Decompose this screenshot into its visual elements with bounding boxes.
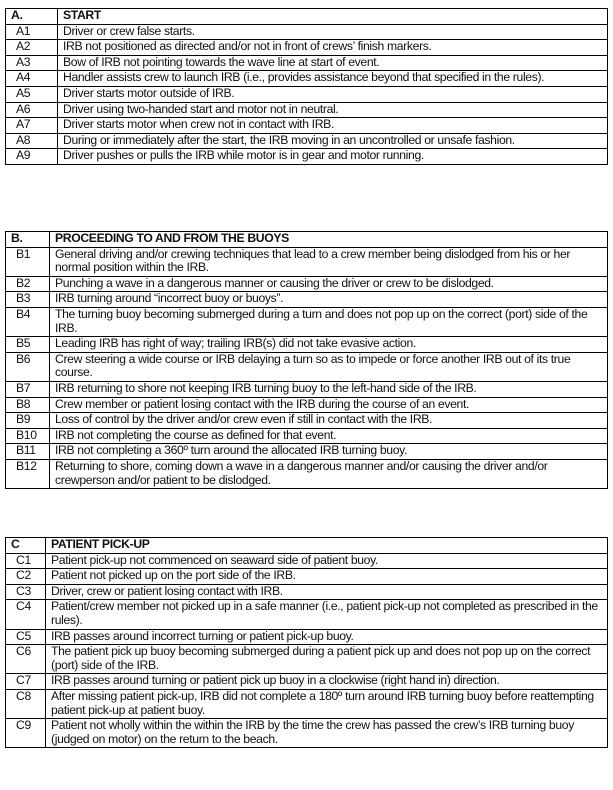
- table-row: [6, 276, 608, 292]
- infringement-code: C4: [6, 600, 46, 629]
- infringement-description: Driver, crew or patient losing contact with IRB.: [46, 584, 608, 600]
- table-row: [6, 629, 608, 645]
- infringement-description: Crew steering a wide course or IRB delaying a turn so as to impede or force another IRB out of its true course.: [50, 352, 608, 381]
- infringement-code: B11: [6, 444, 50, 460]
- infringement-code: A8: [6, 133, 58, 149]
- section-code: C: [6, 538, 46, 554]
- infringement-code: C8: [6, 689, 46, 718]
- table-row: [6, 352, 608, 381]
- infringement-description: Patient pick-up not commenced on seaward side of patient buoy.: [46, 553, 608, 569]
- section-title: PATIENT PICK-UP: [46, 538, 608, 554]
- infringement-description: IRB not positioned as directed and/or not in front of crews’ finish markers.: [58, 40, 608, 56]
- infringement-code: A9: [6, 149, 58, 165]
- infringement-description: General driving and/or crewing techniques that lead to a crew member being dislodged from his or her normal position within the IRB.: [50, 247, 608, 276]
- table-row: [6, 444, 608, 460]
- section-title: START: [58, 9, 608, 25]
- table-row: [6, 102, 608, 118]
- section-a-table: [5, 8, 608, 165]
- infringement-description: Leading IRB has right of way; trailing IRB(s) did not take evasive action.: [50, 337, 608, 353]
- infringement-code: A5: [6, 86, 58, 102]
- infringement-description: Patient not picked up on the port side of the IRB.: [46, 569, 608, 585]
- table-row: [6, 292, 608, 308]
- infringement-code: B6: [6, 352, 50, 381]
- infringement-code: C5: [6, 629, 46, 645]
- infringement-description: Returning to shore, coming down a wave in a dangerous manner and/or causing the driver and/or crewperson and/or patient to be dislodged.: [50, 459, 608, 488]
- infringement-description: Punching a wave in a dangerous manner or causing the driver or crew to be dislodged.: [50, 276, 608, 292]
- infringement-code: C9: [6, 719, 46, 748]
- infringement-description: IRB passes around incorrect turning or patient pick-up buoy.: [46, 629, 608, 645]
- infringement-code: B5: [6, 337, 50, 353]
- table-row: [6, 381, 608, 397]
- infringement-description: Driver pushes or pulls the IRB while motor is in gear and motor running.: [58, 149, 608, 165]
- table-row: [6, 133, 608, 149]
- infringement-code: A2: [6, 40, 58, 56]
- infringement-description: IRB returning to shore not keeping IRB turning buoy to the left-hand side of the IRB.: [50, 381, 608, 397]
- section-header-row: [6, 9, 608, 25]
- infringement-description: Loss of control by the driver and/or crew even if still in contact with the IRB.: [50, 413, 608, 429]
- table-row: [6, 397, 608, 413]
- table-row: [6, 247, 608, 276]
- infringement-code: A1: [6, 24, 58, 40]
- table-row: [6, 674, 608, 690]
- infringement-description: IRB turning around “incorrect buoy or buoys”.: [50, 292, 608, 308]
- table-row: [6, 55, 608, 71]
- infringement-code: B4: [6, 307, 50, 336]
- table-row: [6, 428, 608, 444]
- infringement-description: IRB not completing a 360º turn around the allocated IRB turning buoy.: [50, 444, 608, 460]
- infringement-code: B2: [6, 276, 50, 292]
- infringement-description: During or immediately after the start, the IRB moving in an uncontrolled or unsafe fashion.: [58, 133, 608, 149]
- section-code: A.: [6, 9, 58, 25]
- infringement-description: Driver using two-handed start and motor not in neutral.: [58, 102, 608, 118]
- section-c-table: [5, 537, 608, 748]
- table-row: [6, 40, 608, 56]
- infringement-description: IRB not completing the course as defined for that event.: [50, 428, 608, 444]
- infringement-description: The turning buoy becoming submerged during a turn and does not pop up on the correct (port) side of the IRB.: [50, 307, 608, 336]
- table-row: [6, 719, 608, 748]
- table-row: [6, 413, 608, 429]
- infringement-code: C1: [6, 553, 46, 569]
- infringement-description: Driver starts motor outside of IRB.: [58, 86, 608, 102]
- table-row: [6, 307, 608, 336]
- infringement-description: Patient not wholly within the within the IRB by the time the crew has passed the crew’s IRB turning buoy (judged on motor) on the return to the beach.: [46, 719, 608, 748]
- table-row: [6, 584, 608, 600]
- table-row: [6, 459, 608, 488]
- table-row: [6, 24, 608, 40]
- infringement-description: Handler assists crew to launch IRB (i.e., provides assistance beyond that specified in the rules).: [58, 71, 608, 87]
- infringement-code: A3: [6, 55, 58, 71]
- infringement-code: B7: [6, 381, 50, 397]
- infringement-code: C2: [6, 569, 46, 585]
- infringement-code: B8: [6, 397, 50, 413]
- infringement-description: Driver starts motor when crew not in contact with IRB.: [58, 118, 608, 134]
- table-row: [6, 86, 608, 102]
- infringement-code: C7: [6, 674, 46, 690]
- infringement-code: B10: [6, 428, 50, 444]
- section-title: PROCEEDING TO AND FROM THE BUOYS: [50, 232, 608, 248]
- section-header-row: [6, 232, 608, 248]
- table-row: [6, 689, 608, 718]
- table-row: [6, 71, 608, 87]
- infringement-description: Bow of IRB not pointing towards the wave line at start of event.: [58, 55, 608, 71]
- table-row: [6, 553, 608, 569]
- section-code: B.: [6, 232, 50, 248]
- infringement-code: C6: [6, 645, 46, 674]
- table-row: [6, 149, 608, 165]
- infringement-code: B1: [6, 247, 50, 276]
- infringement-description: Crew member or patient losing contact with the IRB during the course of an event.: [50, 397, 608, 413]
- infringement-description: IRB passes around turning or patient pick up buoy in a clockwise (right hand in) direction.: [46, 674, 608, 690]
- infringement-code: B9: [6, 413, 50, 429]
- infringement-code: C3: [6, 584, 46, 600]
- infringement-code: B3: [6, 292, 50, 308]
- table-row: [6, 645, 608, 674]
- infringement-code: B12: [6, 459, 50, 488]
- infringement-description: The patient pick up buoy becoming submerged during a patient pick up and does not pop up on the correct (port) side of the IRB.: [46, 645, 608, 674]
- table-row: [6, 118, 608, 134]
- table-row: [6, 569, 608, 585]
- table-row: [6, 337, 608, 353]
- infringement-code: A4: [6, 71, 58, 87]
- infringement-description: After missing patient pick-up, IRB did not complete a 180º turn around IRB turning buoy before reattempting patient pick-up at patient buoy.: [46, 689, 608, 718]
- infringement-code: A6: [6, 102, 58, 118]
- infringement-description: Driver or crew false starts.: [58, 24, 608, 40]
- infringement-description: Patient/crew member not picked up in a safe manner (i.e., patient pick-up not completed as prescribed in the rules).: [46, 600, 608, 629]
- table-row: [6, 600, 608, 629]
- section-b-table: [5, 231, 608, 489]
- infringement-code: A7: [6, 118, 58, 134]
- section-header-row: [6, 538, 608, 554]
